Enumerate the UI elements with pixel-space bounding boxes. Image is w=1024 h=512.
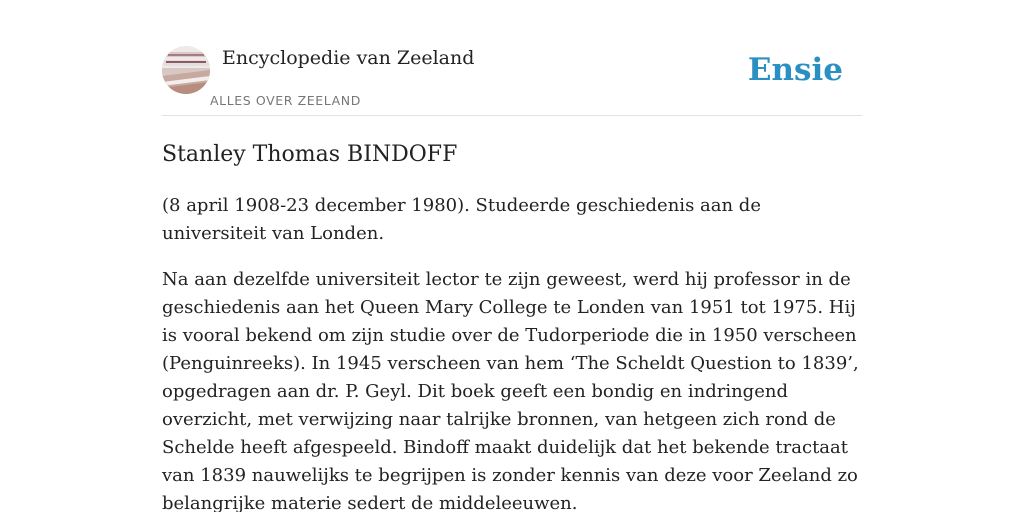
- site-subtitle: ALLES OVER ZEELAND: [210, 93, 361, 108]
- header-divider: [162, 115, 862, 116]
- article-paragraph-1: (8 april 1908-23 december 1980). Studeerde geschiedenis aan de universiteit van Londen.: [162, 195, 761, 244]
- article-title: Stanley Thomas BINDOFF: [162, 142, 458, 167]
- site-title[interactable]: Encyclopedie van Zeeland: [222, 47, 475, 69]
- site-avatar[interactable]: [162, 46, 210, 94]
- article-paragraph-2: Na aan dezelfde universiteit lector te zijn geweest, werd hij professor in de geschiedenis aan het Queen Mary College te Londen van 1951 tot 1975. Hij is vooral bekend om zijn studie over de Tudorperiode die in 1950 verscheen (Penguinreeks). In 1945 verscheen van hem ‘The Scheldt Question to 1839’, opgedragen aan dr. P. Geyl. Dit boek geeft een bondig en indringend overzicht, met verwijzing naar talrijke bronnen, van hetgeen zich rond de Schelde heeft afgespeeld. Bindoff maakt duidelijk dat het bekende tractaat van 1839 nauwelijks te begrijpen is zonder kennis van deze voor Zeeland zo belangrijke materie sedert de middeleeuwen.: [162, 269, 859, 512]
- article: [162, 140, 862, 512]
- book-stack-icon: [162, 46, 210, 94]
- site-header: [162, 46, 862, 116]
- brand-logo[interactable]: Ensie: [747, 52, 843, 88]
